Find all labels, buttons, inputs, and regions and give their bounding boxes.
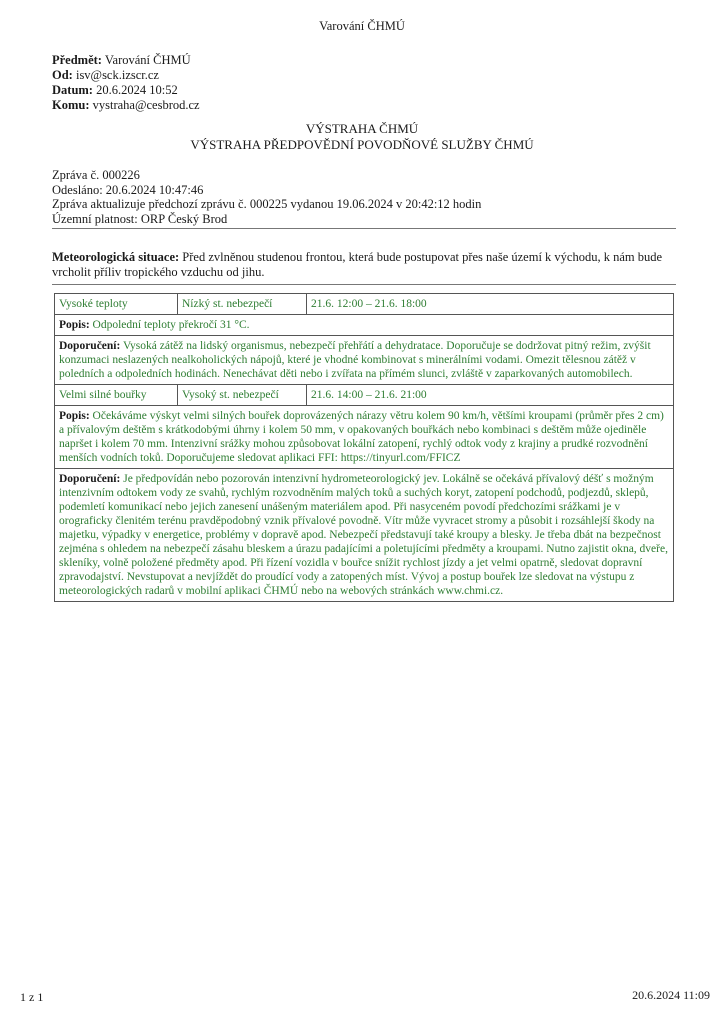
- alert-title-line2: VÝSTRAHA PŘEDPOVĚDNÍ POVODŇOVÉ SLUŽBY ČHMÚ: [190, 137, 534, 152]
- meteo-label: Meteorologická situace:: [52, 250, 180, 264]
- description-row: [55, 315, 674, 336]
- from-row: [52, 68, 200, 83]
- description-cell: [55, 406, 674, 469]
- level-cell: Vysoký st. nebezpečí: [178, 385, 307, 406]
- warning-header-row: [55, 385, 674, 406]
- alert-title: [0, 121, 724, 153]
- recommendation-text: Je předpovídán nebo pozorován intenzivní hydrometeorologický jev. Lokálně se očekává přívalový déšť s možným intenzivním odtokem vody ze svahů, rychlým rozvodněním malých toků a suchých koryt, zatopení podchodů, podjezdů, sklepů, podemletí komunikací nebo jejich zanesení unášeným materiálem apod. Při nasyceném povodí předchozími srážkami je v orograficky členitém terénu pravděpodobný vznik přívalové povodně. Vítr může vyvracet stromy a působit i rozsáhlejší škody na majetku, výpadky v energetice, problémy v dopravě apod. Nebezpečí představují také kroupy a blesky. Je třeba dbát na bezpečnost zejména s ohledem na nebezpečí zásahu bleskem a úrazu padajícími a poletujícími předměty a kroupami. Nutno zajistit okna, dveře, skleníky, volně položené předměty apod. Při řízení vozidla v bouřce snížit rychlost jízdy a jet velmi opatrně, sledovat dopravní zpravodajství. Nevstupovat a nevjíždět do proudící vody a zatopených míst. Vývoj a postup bouřek lze sledovat na výstupu z meteorologických radarů v mobilní aplikaci ČHMÚ nebo na webových stránkách www.chmi.cz.: [59, 473, 668, 597]
- level-cell: Nízký st. nebezpečí: [178, 294, 307, 315]
- divider: [52, 284, 676, 285]
- recommendation-text: Vysoká zátěž na lidský organismus, nebezpečí přehřátí a dehydratace. Doporučuje se dodržovat pitný režim, zvýšit konzumaci neslazených nealkoholických nápojů, které je vhodné kombinovat s minerálními vodami. Omezit tělesnou zátěž v poledních a odpoledních hodinách. Nenechávat děti nebo i zvířata na přímém slunci, zvláště v zaparkovaných automobilech.: [59, 340, 651, 380]
- report-number: Zpráva č. 000226: [52, 168, 140, 182]
- page-title: Varování ČHMÚ: [319, 19, 405, 33]
- warning-header-row: [55, 294, 674, 315]
- update-note: Zpráva aktualizuje předchozí zprávu č. 000225 vydanou 19.06.2024 v 20:42:12 hodin: [52, 197, 482, 211]
- to-row: [52, 98, 200, 113]
- date-value: 20.6.2024 10:52: [96, 83, 178, 97]
- email-header: [52, 53, 200, 113]
- recommendation-label: Doporučení:: [59, 473, 121, 485]
- description-text: Odpolední teploty překročí 31 °C.: [92, 319, 250, 331]
- warnings-table: [54, 293, 674, 602]
- description-text: Očekáváme výskyt velmi silných bouřek doprovázených nárazy větru kolem 90 km/h, většími kroupami (průměr přes 2 cm) a přívalovým deštěm s krátkodobými úhrny i kolem 50 mm, v opakovaných bouřkách nebo kombinaci s deštěm může ojediněle napršet i kolem 70 mm. Intenzivní srážky mohou způsobovat lokální zatopení, rychlý odtok vody z krajiny a prudké rozvodnění menších vodních toků. Doporučujeme sledovat aplikaci FFI: https://tinyurl.com/FFICZ: [59, 410, 664, 464]
- from-value: isv@sck.izscr.cz: [75, 68, 159, 82]
- divider: [52, 228, 676, 229]
- description-row: [55, 406, 674, 469]
- date-row: [52, 83, 200, 98]
- print-timestamp: 20.6.2024 11:09: [632, 988, 710, 1002]
- territory: Územní platnost: ORP Český Brod: [52, 211, 228, 226]
- alert-title-line1: VÝSTRAHA ČHMÚ: [305, 121, 419, 136]
- message-meta: [52, 168, 481, 226]
- recommendation-row: [55, 469, 674, 602]
- validity-cell: 21.6. 14:00 – 21.6. 21:00: [307, 385, 674, 406]
- subject-label: Předmět:: [52, 53, 102, 67]
- page-number: 1 z 1: [20, 990, 44, 1004]
- meteo-text: Před zvlněnou studenou frontou, která bude postupovat přes naše území k východu, k nám bude vrcholit příliv tropického vzduchu od jihu.: [52, 250, 663, 279]
- description-label: Popis:: [59, 410, 90, 422]
- subject-row: [52, 53, 200, 68]
- phenomenon-cell: Velmi silné bouřky: [55, 385, 178, 406]
- date-label: Datum:: [52, 83, 93, 97]
- recommendation-cell: [55, 469, 674, 602]
- from-label: Od:: [52, 68, 73, 82]
- phenomenon-cell: Vysoké teploty: [55, 294, 178, 315]
- recommendation-label: Doporučení:: [59, 340, 121, 352]
- description-label: Popis:: [59, 319, 90, 331]
- validity-cell: 21.6. 12:00 – 21.6. 18:00: [307, 294, 674, 315]
- description-cell: [55, 315, 674, 336]
- meteo-situation: [52, 250, 676, 280]
- recommendation-cell: [55, 336, 674, 385]
- to-value: vystraha@cesbrod.cz: [92, 98, 200, 112]
- to-label: Komu:: [52, 98, 90, 112]
- sent-date: Odesláno: 20.6.2024 10:47:46: [52, 182, 204, 197]
- subject-value: Varování ČHMÚ: [104, 53, 191, 67]
- recommendation-row: [55, 336, 674, 385]
